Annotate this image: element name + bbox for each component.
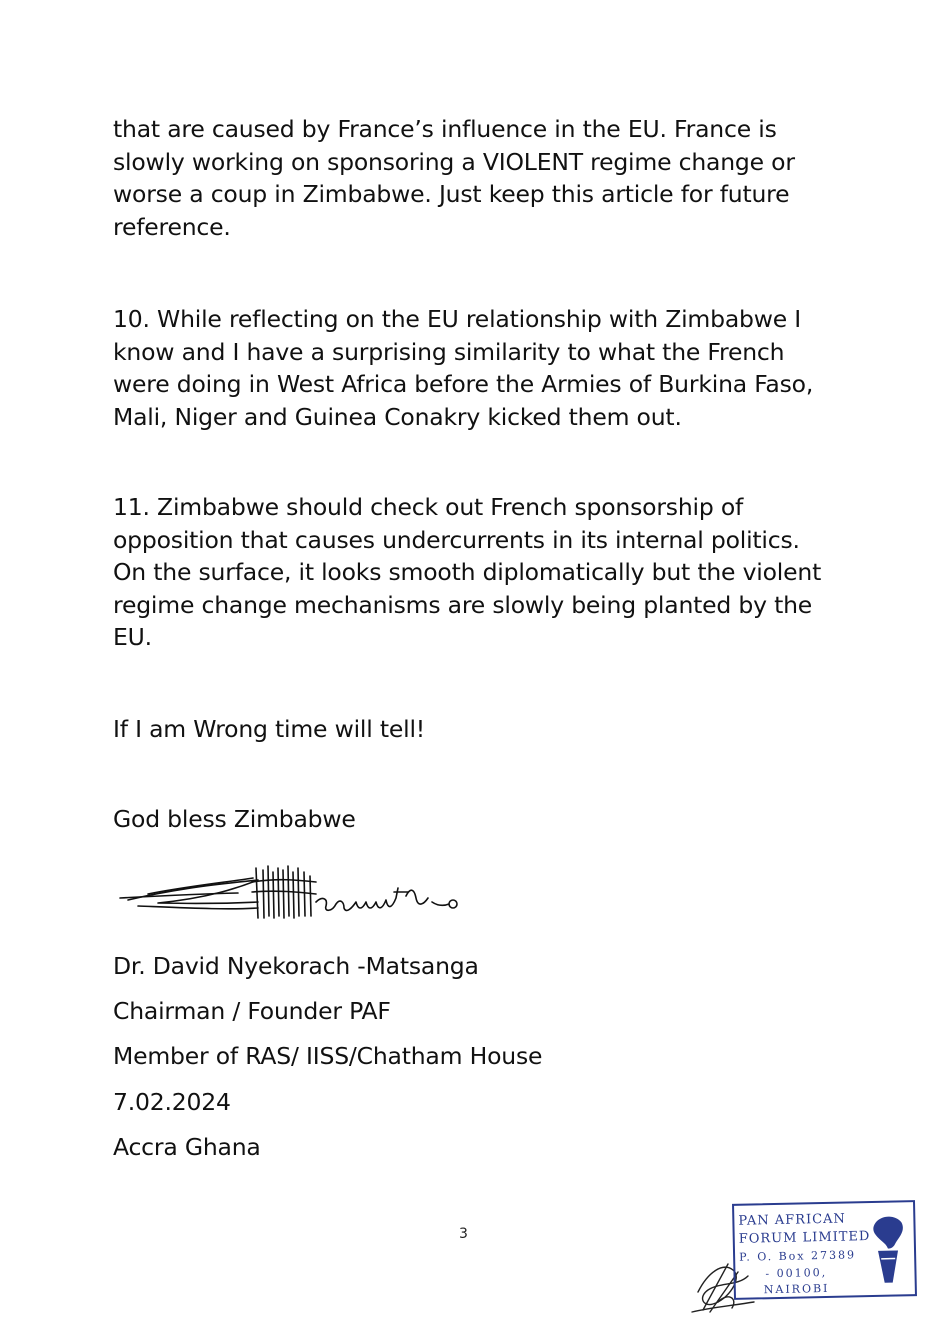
signatory-membership: Member of RAS/ IISS/Chatham House bbox=[113, 1042, 543, 1070]
signature-place: Accra Ghana bbox=[113, 1133, 261, 1161]
page-number: 3 bbox=[459, 1226, 468, 1242]
paragraph-point-10: 10. While reflecting on the EU relationship with Zimbabwe I know and I have a surprising similarity to what the French were doing in West Africa before the Armies of Burkina Faso, Mali, Niger and Guinea Conakry kicked them out. bbox=[113, 305, 814, 431]
paragraph-intro: that are caused by France’s influence in the EU. France is slowly working on sponsoring a VIOLENT regime change or worse a coup in Zimbabwe. Just keep this article for future reference. bbox=[113, 115, 795, 241]
stamp-line-1: PAN AFRICAN bbox=[738, 1211, 847, 1229]
stamp-line-3: P. O. Box 27389 bbox=[738, 1248, 857, 1264]
closing-statement: If I am Wrong time will tell! bbox=[113, 715, 426, 743]
signatory-name: Dr. David Nyekorach -Matsanga bbox=[113, 952, 479, 980]
stamp-line-5: NAIROBI bbox=[763, 1281, 830, 1297]
signatory-title: Chairman / Founder PAF bbox=[113, 997, 391, 1025]
stamp-line-4: - 00100, bbox=[765, 1265, 828, 1281]
signature-date: 7.02.2024 bbox=[113, 1088, 231, 1116]
paragraph-point-11: 11. Zimbabwe should check out French sponsorship of opposition that causes undercurrents in its internal politics. On the surface, it looks smooth diplomatically but the violent regime change mechanisms are slowly being planted by the EU. bbox=[113, 493, 822, 651]
africa-torch-logo-icon bbox=[867, 1212, 909, 1287]
organization-stamp bbox=[732, 1200, 917, 1300]
blessing-line: God bless Zimbabwe bbox=[113, 805, 356, 833]
stamp-line-2: FORUM LIMITED bbox=[738, 1229, 871, 1247]
handwritten-signature bbox=[118, 858, 478, 928]
